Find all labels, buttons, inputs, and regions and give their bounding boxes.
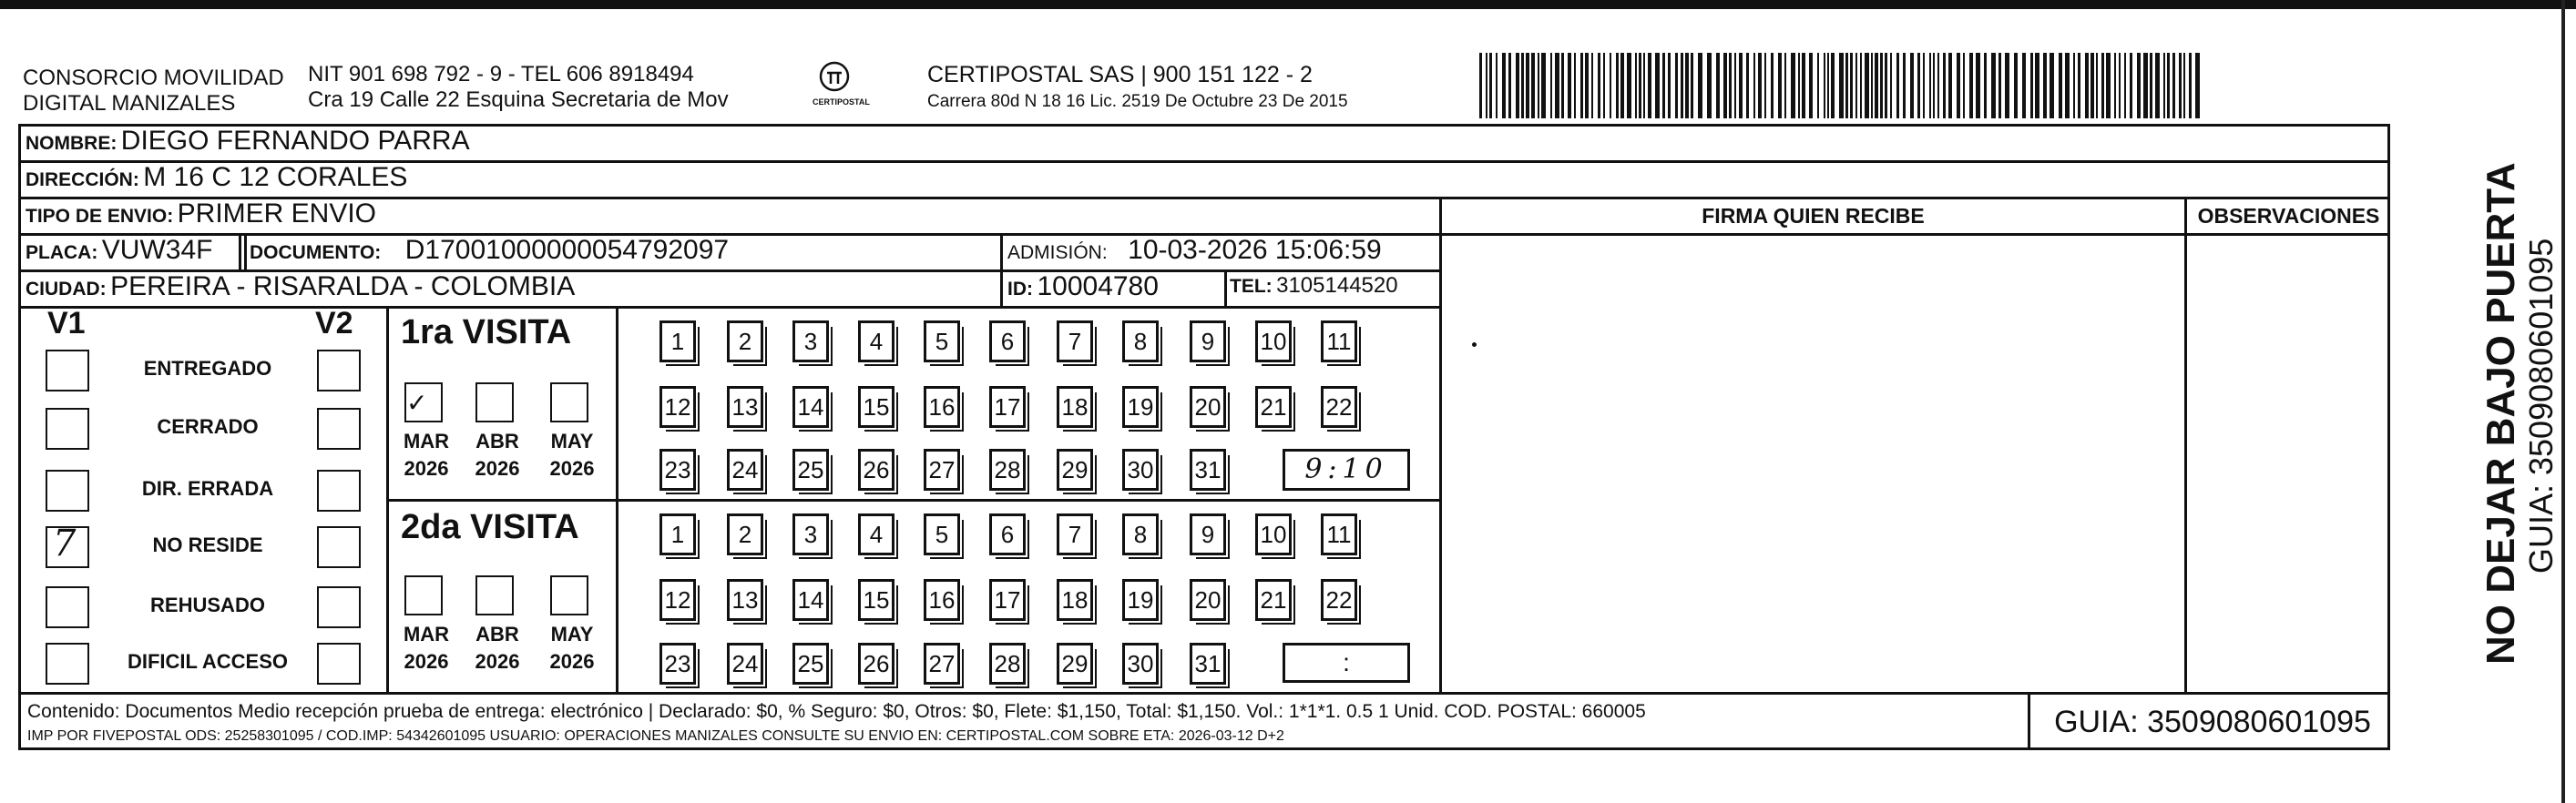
barcode-bar [1627,53,1631,118]
admision-value: 10-03-2026 15:06:59 [1128,235,1382,265]
placa-row [26,235,212,266]
tel-value: 3105144520 [1276,273,1398,298]
day-box[interactable]: 2 [727,320,763,362]
placa-value: VUW34F [101,235,213,265]
observaciones-header: OBSERVACIONES [2197,204,2380,228]
barcode-bar [1809,53,1813,118]
v2-checkbox[interactable] [317,350,361,391]
barcode-bar [1662,53,1665,118]
day-box[interactable]: 8 [1122,320,1159,362]
time-box-second-visit[interactable]: : [1283,643,1410,683]
v2-label: V2 [315,306,353,341]
barcode-bar [1620,53,1624,118]
barcode-bar [1910,53,1914,118]
v1-label: V1 [47,306,86,341]
barcode-bar [1541,53,1546,118]
admision-row [1007,235,1382,266]
day-box[interactable]: 27 [924,643,960,685]
top-border [0,0,2576,9]
day-box[interactable]: 25 [792,449,829,491]
barcode-bar [1734,53,1736,118]
status-label: REHUSADO [150,594,265,616]
day-box[interactable]: 5 [924,320,960,362]
day-box[interactable]: 28 [989,643,1026,685]
barcode-bar [1668,53,1671,118]
v1-checkbox[interactable] [46,470,89,512]
barcode-bar [1585,53,1589,118]
tel-row [1230,273,1398,299]
v1-checkbox[interactable] [46,350,89,391]
year-label: 2026 [475,650,520,673]
day-box[interactable]: 7 [1057,320,1093,362]
barcode-bar [1707,53,1712,118]
check-mark: ✓ [406,389,428,417]
barcode-bar [1521,53,1524,118]
day-box[interactable]: 20 [1190,579,1226,621]
barcode-bar [1903,53,1906,118]
barcode-bar [1771,53,1774,118]
certipostal-logo: CERTIPOSTAL [813,60,856,107]
barcode-bar [1516,53,1519,118]
month-label: MAY [550,430,594,452]
barcode-bar [1880,53,1883,118]
barcode-bar [1798,53,1800,118]
barcode-bar [2163,53,2165,118]
day-box[interactable]: 18 [1057,386,1093,428]
barcode-bar [2150,53,2152,118]
day-box[interactable]: 30 [1122,449,1159,491]
id-row [1007,271,1159,302]
nombre-label: NOMBRE: [26,133,118,154]
barcode-bar [1502,53,1506,118]
month-label: ABR [475,430,519,452]
barcode-bar [2124,53,2126,118]
day-box[interactable]: 16 [924,579,960,621]
year-label: 2026 [475,457,520,480]
day-box[interactable]: 3 [792,320,829,362]
day-box[interactable]: 24 [727,449,763,491]
barcode-bar [2005,53,2009,118]
status-label: NO RESIDE [152,534,263,556]
barcode-bar [2172,53,2175,118]
barcode-bar [2143,53,2148,118]
barcode-bar [1479,53,1482,118]
barcode-bar [2085,53,2089,118]
barcode-bar [1531,53,1535,118]
barcode-bar [1933,53,1935,118]
day-box[interactable]: 26 [858,643,894,685]
second-visit-title: 2da VISITA [401,508,579,546]
admision-label: ADMISIÓN: [1007,242,1108,263]
barcode-bar [2119,53,2121,118]
barcode-bar [1610,53,1611,118]
day-box[interactable]: 6 [989,320,1026,362]
day-box[interactable]: 29 [1057,643,1093,685]
nombre-value: DIEGO FERNANDO PARRA [120,126,470,156]
day-box[interactable]: 6 [989,513,1026,555]
day-box[interactable]: 20 [1190,386,1226,428]
day-box[interactable]: 23 [659,449,696,491]
barcode-bar [1616,53,1619,118]
barcode-bar [1648,53,1651,118]
barcode-bar [2137,53,2141,118]
barcode-bar [1643,53,1645,118]
direccion-row [26,162,407,193]
day-box[interactable]: 18 [1057,579,1093,621]
barcode-bar [2090,53,2094,118]
documento-row [250,235,729,266]
row-divider [18,692,2390,695]
day-box[interactable]: 11 [1321,320,1357,362]
barcode-bar [1753,53,1755,118]
day-box[interactable]: 21 [1255,386,1292,428]
col-divider [244,233,247,271]
carrier-info: CERTIPOSTAL SAS | 900 151 122 - 2 Carrera 80d N 18 16 Lic. 2519 De Octubre 23 De 2015 [927,62,1348,111]
barcode-bar [1729,53,1732,118]
barcode-bar [1550,53,1552,118]
barcode-bar [1758,53,1762,118]
ciudad-label: CIUDAD: [26,279,107,300]
barcode-bar [1526,53,1529,118]
day-box[interactable]: 5 [924,513,960,555]
barcode-bar [1943,53,1946,118]
col-divider [2028,692,2030,750]
barcode-bar [1561,53,1564,118]
v1-checkbox[interactable] [46,408,89,450]
barcode-bar [2106,53,2111,118]
barcode-bar [1963,53,1965,118]
signature-mark [1472,342,1477,347]
barcode-bar [1885,53,1887,118]
company-name: CONSORCIO MOVILIDAD DIGITAL MANIZALES [23,66,284,116]
col-divider [1439,197,1442,694]
barcode-bar [2195,53,2200,118]
barcode-bar [1998,53,2001,118]
v2-checkbox[interactable] [317,408,361,450]
status-label: ENTREGADO [143,357,272,380]
barcode-bar [2101,53,2104,118]
day-box[interactable]: 28 [989,449,1026,491]
barcode-bar [1685,53,1689,118]
barcode-bar [2179,53,2182,118]
barcode-bar [2167,53,2170,118]
barcode-bar [1655,53,1660,118]
barcode-bar [1639,53,1641,118]
footer-guia: GUIA: 3509080601095 [2054,705,2371,739]
year-label: 2026 [404,457,449,480]
day-box[interactable]: 19 [1122,579,1159,621]
barcode-bar [1635,53,1637,118]
month-label: MAR [403,430,450,452]
tel-label: TEL: [1230,276,1273,297]
barcode-bar [2114,53,2116,118]
day-box[interactable]: 3 [792,513,829,555]
barcode-bar [1855,53,1857,118]
tipo-label: TIPO DE ENVIO: [26,206,174,227]
month-checkbox[interactable] [475,575,514,615]
day-box[interactable]: 27 [924,449,960,491]
day-box[interactable]: 24 [727,643,763,685]
v2-checkbox[interactable] [317,470,361,512]
barcode-bar [1865,53,1869,118]
barcode-bar [2050,53,2054,118]
day-box[interactable]: 29 [1057,449,1093,491]
barcode-bar [1860,53,1862,118]
barcode-bar [1574,53,1576,118]
tipo-row [26,198,376,229]
barcode-bar [2035,53,2039,118]
barcode-bar [1957,53,1960,118]
barcode-bar [2065,53,2070,118]
v1-checkbox[interactable] [46,643,89,685]
day-box[interactable]: 31 [1190,449,1226,491]
barcode-bar [1580,53,1583,118]
side-warning [2479,162,2560,665]
footer-imp-line: IMP POR FIVEPOSTAL ODS: 25258301095 / COD.IMP: 54342601095 USUARIO: OPERACIONES MANIZALES CONSULTE SU ENVIO EN: CERTIPOSTAL.COM SOBRE ETA: 2026-03-12 D+2 [27,728,1284,744]
footer-content-line: Contenido: Documentos Medio recepción prueba de entrega: electrónico | Declarado: $0, % Seguro: $0, Otros: $0, Flete: $1,150, Total: $1,150. Vol.: 1*1*1. 0.5 1 Unid. COD. POSTAL: 660005 [27,701,1646,722]
barcode-bar [2059,53,2062,118]
barcode-bar [1508,53,1511,118]
barcode-bar [2189,53,2192,118]
barcode-bar [1716,53,1720,118]
barcode-bar [1845,53,1848,118]
barcode-bar [1538,53,1539,118]
barcode-bar [1591,53,1593,118]
documento-value: D17001000000054792097 [404,235,730,265]
barcode-bar [1991,53,1996,118]
col-divider [1000,233,1003,308]
id-label: ID: [1007,279,1033,300]
row-divider [18,306,1441,309]
day-box[interactable]: 13 [727,579,763,621]
barcode-bar [2155,53,2160,118]
first-visit-title: 1ra VISITA [401,313,572,351]
barcode-bar [2043,53,2047,118]
check-mark: 7 [53,523,77,564]
barcode-bar [1802,53,1805,118]
day-box[interactable]: 23 [659,643,696,685]
day-box[interactable]: 9 [1190,513,1226,555]
barcode-bar [1948,53,1952,118]
barcode-bar [2014,53,2018,118]
month-checkbox[interactable] [475,382,514,422]
month-label: MAY [550,623,594,645]
barcode-bar [2022,53,2026,118]
direccion-value: M 16 C 12 CORALES [143,162,408,192]
status-label: DIFICIL ACCESO [127,650,288,673]
tipo-value: PRIMER ENVIO [177,198,377,229]
day-box[interactable]: 14 [792,579,829,621]
day-box[interactable]: 1 [659,320,696,362]
day-box[interactable]: 13 [727,386,763,428]
month-checkbox[interactable] [550,575,588,615]
day-box[interactable]: 22 [1321,386,1357,428]
barcode-bar [1923,53,1925,118]
barcode-bar [1850,53,1853,118]
barcode-bar [1764,53,1766,118]
barcode-bar [1871,53,1873,118]
barcode-bar [2073,53,2075,118]
side-guia: GUIA: 3509080601095 [2522,238,2560,574]
barcode-bar [1831,53,1835,118]
day-box[interactable]: 12 [659,579,696,621]
day-box[interactable]: 15 [858,579,894,621]
day-box[interactable]: 9 [1190,320,1226,362]
day-box[interactable]: 4 [858,513,894,555]
barcode-bar [2183,53,2185,118]
v2-checkbox[interactable] [317,526,361,568]
day-box[interactable]: 11 [1321,513,1357,555]
barcode-bar [1778,53,1782,118]
direccion-label: DIRECCIÓN: [26,169,139,190]
barcode-bar [1723,53,1727,118]
right-border [2561,0,2565,803]
day-box[interactable]: 10 [1255,513,1292,555]
status-label: DIR. ERRADA [141,477,274,500]
no-dejar-bajo-puerta: NO DEJAR BAJO PUERTA [2479,162,2523,665]
day-box[interactable]: 7 [1057,513,1093,555]
barcode-bar [1896,53,1899,118]
barcode-bar [2096,53,2098,118]
barcode-bar [1489,53,1492,118]
col-divider [2184,197,2187,694]
day-box[interactable]: 22 [1321,579,1357,621]
month-label: MAR [403,623,450,645]
documento-label: DOCUMENTO: [250,242,382,263]
day-box[interactable]: 14 [792,386,829,428]
ciudad-value: PEREIRA - RISARALDA - COLOMBIA [110,271,576,301]
barcode-bar [1496,53,1498,118]
day-box[interactable]: 1 [659,513,696,555]
year-label: 2026 [549,650,595,673]
barcode-bar [1929,53,1931,118]
day-box[interactable]: 2 [727,513,763,555]
day-box[interactable]: 19 [1122,386,1159,428]
day-box[interactable]: 25 [792,643,829,685]
v1-checkbox[interactable] [46,586,89,628]
barcode-bar [1568,53,1571,118]
col-divider [239,233,241,271]
barcode-bar [1486,53,1487,118]
barcode-bar [1746,53,1749,118]
barcode-bar [1598,53,1600,118]
barcode-bar [1890,53,1892,118]
barcode-bar [1937,53,1939,118]
company-nit: NIT 901 698 792 - 9 - TEL 606 8918494 Cra 19 Calle 22 Esquina Secretaria de Mov [308,62,729,112]
barcode-bar [1603,53,1605,118]
status-label: CERRADO [157,415,259,438]
day-box[interactable]: 15 [858,386,894,428]
barcode-bar [2130,53,2132,118]
row-divider [386,499,1441,502]
barcode-bar [1827,53,1829,118]
day-box[interactable]: 17 [989,579,1026,621]
barcode [1479,53,2208,118]
day-box[interactable]: 17 [989,386,1026,428]
placa-label: PLACA: [26,242,98,263]
barcode-bar [2030,53,2033,118]
day-box[interactable]: 16 [924,386,960,428]
year-label: 2026 [404,650,449,673]
month-checkbox[interactable] [404,575,443,615]
day-box[interactable]: 12 [659,386,696,428]
day-box[interactable]: 26 [858,449,894,491]
day-box[interactable]: 31 [1190,643,1226,685]
v2-checkbox[interactable] [317,643,361,685]
day-box[interactable]: 10 [1255,320,1292,362]
ciudad-row [26,271,575,302]
day-box[interactable]: 8 [1122,513,1159,555]
v2-checkbox[interactable] [317,586,361,628]
barcode-bar [1875,53,1878,118]
barcode-bar [1817,53,1819,118]
year-label: 2026 [549,457,595,480]
day-box[interactable]: 30 [1122,643,1159,685]
barcode-bar [1739,53,1743,118]
barcode-bar [1984,53,1987,118]
nombre-row [26,126,470,157]
barcode-bar [1784,53,1786,118]
barcode-bar [1675,53,1678,118]
time-box-first-visit[interactable]: 9:10 [1283,449,1410,491]
barcode-bar [1969,53,1973,118]
month-checkbox[interactable] [550,382,588,422]
id-value: 10004780 [1037,271,1159,301]
barcode-bar [1839,53,1844,118]
barcode-bar [1976,53,1980,118]
barcode-bar [1555,53,1559,118]
barcode-bar [1824,53,1825,118]
month-label: ABR [475,623,519,645]
firma-header: FIRMA QUIEN RECIBE [1702,204,1925,228]
col-divider [1224,269,1227,308]
day-box[interactable]: 4 [858,320,894,362]
barcode-bar [1698,53,1702,118]
barcode-bar [1791,53,1795,118]
barcode-bar [1681,53,1683,118]
day-box[interactable]: 21 [1255,579,1292,621]
barcode-bar [1691,53,1693,118]
row-divider [1439,233,2390,236]
barcode-bar [2078,53,2080,118]
barcode-bar [1917,53,1920,118]
